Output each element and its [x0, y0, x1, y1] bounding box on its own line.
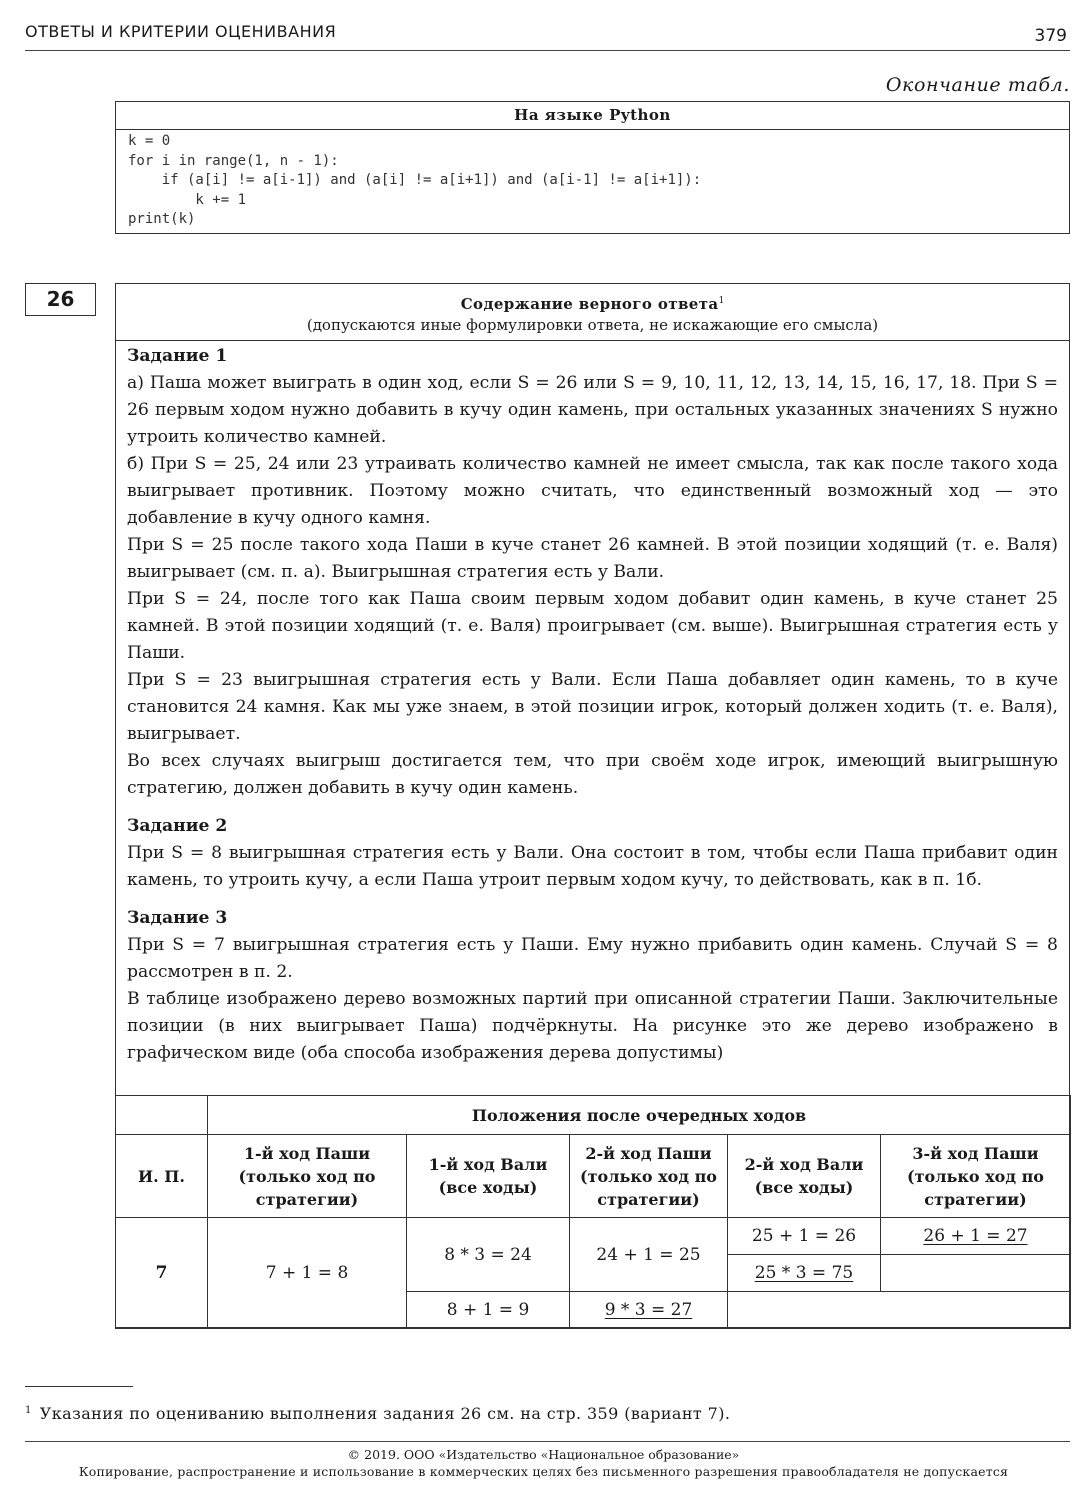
task2-paragraph: При S = 8 выигрышная стратегия есть у Вали. Она состоит в том, чтобы если Паша прибавит один камень, то утроить кучу, а если Паша утроит первым ходом кучу, то действовать, как в п. 1б.: [127, 843, 1058, 890]
copyright-line: © 2019. ООО «Издательство «Национальное образование»: [347, 1447, 740, 1462]
license-line: Копирование, распространение и использование в коммерческих целях без письменного разрешения правообладателя не допускается: [78, 1464, 1009, 1479]
pasha-move3-cell-final: 26 + 1 = 27: [881, 1218, 1071, 1255]
valya-move1-cell: 8 * 3 = 24: [407, 1218, 570, 1292]
answer-header: [116, 284, 1069, 341]
answer-body: [116, 343, 1069, 1067]
running-title: ОТВЕТЫ И КРИТЕРИИ ОЦЕНИВАНИЯ: [25, 22, 337, 41]
valya-move2-cell: 25 + 1 = 26: [728, 1218, 881, 1255]
valya-move2-cell-final: 25 * 3 = 75: [728, 1255, 881, 1292]
header-pasha-move1: 1-й ход Паши (только ход по стратегии): [208, 1135, 407, 1218]
group-header: Положения после очередных ходов: [208, 1096, 1071, 1135]
header-pasha-move2: 2-й ход Паши (только ход по стратегии): [570, 1135, 728, 1218]
footnote-text: Указания по оцениванию выполнения задания 26 см. на стр. 359 (вариант 7).: [39, 1404, 731, 1423]
footnote: [25, 1404, 730, 1423]
header-pasha-move3: 3-й ход Паши (только ход по стратегии): [881, 1135, 1071, 1218]
pasha-move1-cell: 7 + 1 = 8: [208, 1218, 407, 1329]
pasha-move2-cell-final: 9 * 3 = 27: [570, 1292, 728, 1329]
footnote-mark: 1: [25, 1405, 32, 1416]
footnote-ref: 1: [718, 296, 725, 306]
empty-cell: [728, 1292, 1071, 1329]
header-initial-position: И. П.: [116, 1135, 208, 1218]
page-number: 379: [1034, 26, 1067, 46]
task1-paragraph: При S = 23 выигрышная стратегия есть у Вали. Если Паша добавляет один камень, то в куче становится 24 камня. Как мы уже знаем, в этой позиции игрок, который должен ходить (т. е. Валя), выигрывает.: [127, 670, 1058, 744]
task1-paragraph: Во всех случаях выигрыш достигается тем, что при своём ходе игрок, имеющий выигрышную стратегию, должен добавить в кучу один камень.: [127, 751, 1058, 798]
valya-move1-cell: 8 + 1 = 9: [407, 1292, 570, 1329]
task1-paragraph: При S = 24, после того как Паша своим первым ходом добавит один камень, в куче станет 25 камней. В этой позиции ходящий (т. е. Валя) проигрывает (см. выше). Выигрышная стратегия есть у Паши.: [127, 589, 1058, 663]
task2-heading: Задание 2: [127, 816, 228, 836]
footer-rule: [25, 1441, 1070, 1442]
start-position: 7: [116, 1218, 208, 1329]
header-rule: [25, 50, 1070, 51]
code-table: [115, 101, 1070, 234]
answer-title: Содержание верного ответа: [460, 295, 719, 313]
task3-paragraph: При S = 7 выигрышная стратегия есть у Паши. Ему нужно прибавить один камень. Случай S = 8 рассмотрен в п. 2.: [127, 935, 1058, 982]
task1-heading: Задание 1: [127, 346, 228, 366]
game-tree-table: [115, 1095, 1071, 1329]
task3-heading: Задание 3: [127, 908, 228, 928]
task1-paragraph: б) При S = 25, 24 или 23 утраивать количество камней не имеет смысла, так как после такого хода выигрывает противник. Поэтому можно считать, что единственный возможный ход — это добавление в кучу одного камня.: [127, 454, 1058, 528]
header-valya-move1: 1-й ход Вали (все ходы): [407, 1135, 570, 1218]
task3-paragraph: В таблице изображено дерево возможных партий при описанной стратегии Паши. Заключительные позиции (в них выигрывает Паша) подчёркнуты. На рисунке это же дерево изображено в графическом виде (оба способа изображения дерева допустимы): [127, 989, 1058, 1063]
footnote-rule: [25, 1386, 133, 1387]
header-valya-move2: 2-й ход Вали (все ходы): [728, 1135, 881, 1218]
empty-cell: [881, 1255, 1071, 1292]
corner-cell: [116, 1096, 208, 1135]
code-title: На языке Python: [116, 102, 1069, 130]
pasha-move2-cell: 24 + 1 = 25: [570, 1218, 728, 1292]
answer-subtitle: (допускаются иные формулировки ответа, не искажающие его смысла): [306, 316, 879, 334]
task-number: 26: [25, 283, 96, 316]
task1-paragraph: При S = 25 после такого хода Паши в куче станет 26 камней. В этой позиции ходящий (т. е. Валя) выигрывает (см. п. а). Выигрышная стратегия есть у Вали.: [127, 535, 1058, 582]
task1-paragraph: а) Паша может выиграть в один ход, если S = 26 или S = 9, 10, 11, 12, 13, 14, 15, 16, 17, 18. При S = 26 первым ходом нужно добавить в кучу один камень, при остальных указанных значениях S нужно утроить количество камней.: [127, 373, 1058, 447]
code-listing: k = 0 for i in range(1, n - 1): if (a[i] != a[i-1]) and (a[i] != a[i+1]) and (a[i-1] != a[i+1]): k += 1 print(k): [128, 133, 702, 227]
continuation-label: Окончание табл.: [885, 74, 1070, 96]
